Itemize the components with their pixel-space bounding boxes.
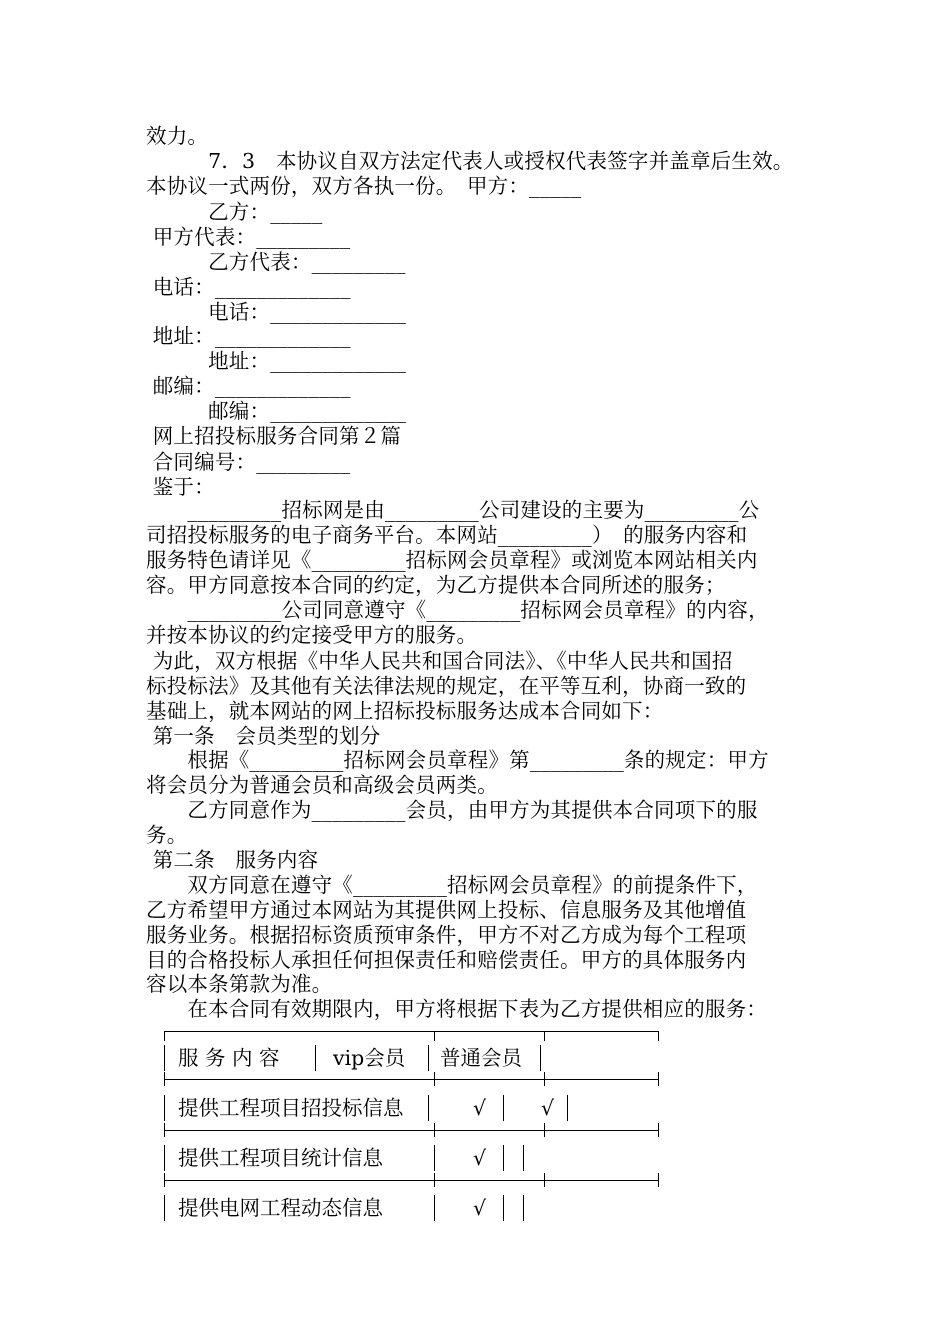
text-line: 基础上，就本网站的网上招标投标服务达成本合同如下： <box>146 699 664 723</box>
table-row-service: 提供电网工程动态信息 <box>178 1196 383 1220</box>
table-cell-regular-check: √ <box>541 1096 555 1120</box>
text-line: 并按本协议的约定接受甲方的服务。 <box>146 623 478 647</box>
text-line: 地址：_____________ <box>146 349 407 373</box>
text-line: 乙方同意作为_________会员，由甲方为其提供本合同项下的服 <box>146 798 758 822</box>
text-line: 电话：_____________ <box>146 300 407 324</box>
text-line: 司招投标服务的电子商务平台。本网站_________） 的服务内容和 <box>146 523 748 547</box>
text-line: 容。甲方同意按本合同的约定，为乙方提供本合同所述的服务； <box>146 573 726 597</box>
table-cell-vip-check: √ <box>473 1096 487 1120</box>
text-line: 乙方：_____ <box>146 200 323 224</box>
text-line: 目的合格投标人承担任何担保责任和赔偿责任。甲方的具体服务内 <box>146 948 747 972</box>
text-line: 乙方代表：_________ <box>146 250 406 274</box>
text-line: 将会员分为普通会员和高级会员两类。 <box>146 773 498 797</box>
text-line: 鉴于： <box>146 475 215 499</box>
text-line: 效力。 <box>146 124 209 148</box>
text-line: 地址：_____________ <box>146 324 351 348</box>
text-line: 为此，双方根据《中华人民共和国合同法》、《中华人民共和国招 <box>146 649 733 673</box>
text-line: 合同编号：_________ <box>146 450 351 474</box>
text-line: 双方同意在遵守《_________招标网会员章程》的前提条件下， <box>146 873 758 897</box>
text-line: 7．3 本协议自双方法定代表人或授权代表签字并盖章后生效。 <box>146 149 794 173</box>
section-title: 网上招投标服务合同第２篇 <box>146 424 402 448</box>
table-header-vip: vip会员 <box>333 1046 406 1070</box>
table-row-service: 提供工程项目招投标信息 <box>178 1096 404 1120</box>
text-line: 本协议一式两份，双方各执一份。 甲方：_____ <box>146 174 582 198</box>
text-line: 邮编：_____________ <box>146 374 351 398</box>
text-line: 邮编：_____________ <box>146 399 407 423</box>
text-line: 电话：_____________ <box>146 275 351 299</box>
text-line: 务。 <box>146 823 188 847</box>
text-line: 在本合同有效期限内，甲方将根据下表为乙方提供相应的服务： <box>146 997 767 1021</box>
article-heading: 第二条 服务内容 <box>146 848 319 872</box>
text-line: 甲方代表：_________ <box>146 225 351 249</box>
text-line: _________招标网是由_________公司建设的主要为_________公 <box>146 498 760 522</box>
text-line: 容以本条第款为准。 <box>146 972 333 996</box>
text-line: 标投标法》及其他有关法律法规的规定，在平等互利，协商一致的 <box>146 674 747 698</box>
table-cell-vip-check: √ <box>473 1196 487 1220</box>
table-header-regular: 普通会员 <box>440 1046 522 1070</box>
table-row-service: 提供工程项目统计信息 <box>178 1146 383 1170</box>
text-line: 乙方希望甲方通过本网站为其提供网上投标、信息服务及其他增值 <box>146 898 747 922</box>
table-header-service: 服 务 内 容 <box>178 1046 280 1070</box>
text-line: 服务业务。根据招标资质预审条件，甲方不对乙方成为每个工程项 <box>146 923 747 947</box>
text-line: 服务特色请详见《_________招标网会员章程》或浏览本网站相关内 <box>146 548 758 572</box>
article-heading: 第一条 会员类型的划分 <box>146 724 381 748</box>
table-cell-vip-check: √ <box>473 1146 487 1170</box>
text-line: 根据《_________招标网会员章程》第_________条的规定：甲方 <box>146 748 769 772</box>
text-line: _________公司同意遵守《_________招标网会员章程》的内容， <box>146 598 769 622</box>
